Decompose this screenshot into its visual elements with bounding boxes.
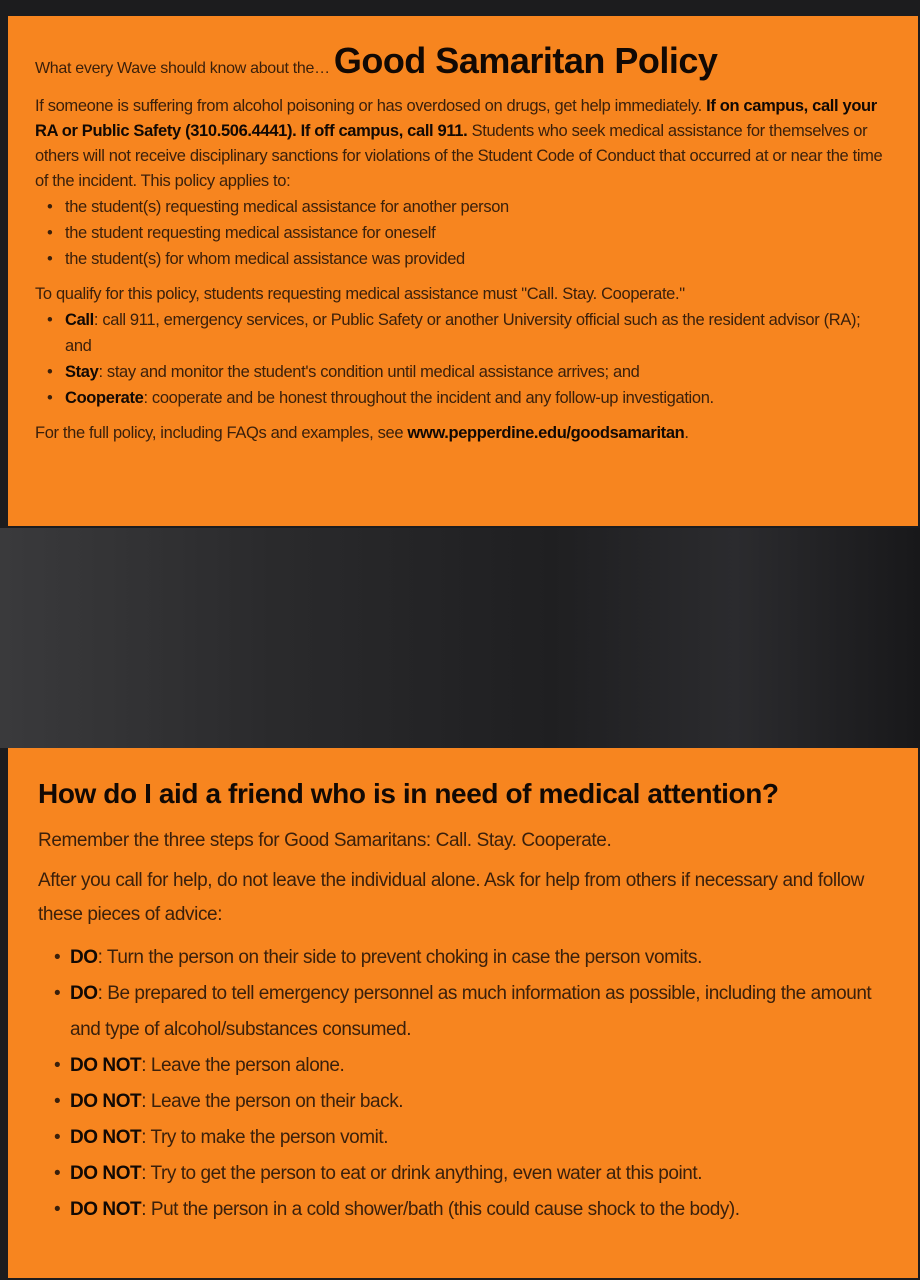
full-policy-text: For the full policy, including FAQs and examples, see bbox=[35, 424, 408, 442]
aid-title: How do I aid a friend who is in need of medical attention? bbox=[38, 778, 779, 809]
advice-text: : Be prepared to tell emergency personnel as much information as possible, including the amount and type of alcohol/substances consumed. bbox=[70, 983, 872, 1040]
list-item bbox=[54, 1048, 890, 1084]
advice-label: DO NOT bbox=[70, 1091, 142, 1112]
advice-list bbox=[38, 940, 890, 1228]
step-text: : stay and monitor the student's condition until medical assistance arrives; and bbox=[98, 363, 640, 381]
advice-label: DO bbox=[70, 983, 98, 1004]
list-item bbox=[54, 976, 890, 1048]
advice-label: DO NOT bbox=[70, 1055, 142, 1076]
advice-label: DO bbox=[70, 947, 98, 968]
qualify-text: To qualify for this policy, students requesting medical assistance must "Call. Stay. Cooperate." bbox=[35, 285, 685, 303]
aid-card bbox=[8, 748, 918, 1278]
step-text: : call 911, emergency services, or Public Safety or another University official such as the resident advisor (RA); and bbox=[65, 311, 861, 355]
after-text: After you call for help, do not leave the individual alone. Ask for help from others if necessary and follow these pieces of advice: bbox=[38, 870, 865, 925]
steps-list bbox=[35, 307, 890, 411]
advice-text: : Leave the person on their back. bbox=[141, 1091, 404, 1112]
list-item bbox=[47, 307, 890, 359]
step-label: Cooperate bbox=[65, 389, 144, 407]
list-item bbox=[54, 1156, 890, 1192]
policy-paragraph bbox=[35, 94, 890, 194]
step-text: : cooperate and be honest throughout the incident and any follow-up investigation. bbox=[143, 389, 714, 407]
list-item: • the student requesting medical assistance for oneself bbox=[47, 220, 890, 246]
list-item bbox=[54, 1084, 890, 1120]
policy-header bbox=[35, 40, 890, 82]
policy-title: Good Samaritan Policy bbox=[333, 40, 718, 81]
list-item: • the student(s) for whom medical assistance was provided bbox=[47, 246, 890, 272]
remember-text: Remember the three steps for Good Samaritans: Call. Stay. Cooperate. bbox=[38, 830, 612, 851]
advice-text: : Leave the person alone. bbox=[141, 1055, 345, 1076]
policy-paragraph-start: If someone is suffering from alcohol poisoning or has overdosed on drugs, get help immediately. bbox=[35, 97, 707, 115]
list-item: • the student(s) requesting medical assistance for another person bbox=[47, 194, 890, 220]
full-policy-end: . bbox=[684, 424, 689, 442]
policy-paragraph-end: Students who seek medical assistance for themselves or others will not receive disciplinary sanctions for violations of the Student Code of Conduct that occurred at or near the time of the incident. This policy applies to: bbox=[35, 122, 883, 190]
list-item bbox=[54, 940, 890, 976]
advice-text: : Put the person in a cold shower/bath (this could cause shock to the body). bbox=[141, 1199, 740, 1220]
list-item bbox=[54, 1120, 890, 1156]
advice-text: : Try to get the person to eat or drink anything, even water at this point. bbox=[141, 1163, 703, 1184]
advice-label: DO NOT bbox=[70, 1163, 142, 1184]
policy-url: www.pepperdine.edu/goodsamaritan bbox=[407, 424, 685, 442]
policy-card bbox=[8, 16, 918, 526]
full-policy-line bbox=[35, 421, 890, 446]
advice-label: DO NOT bbox=[70, 1199, 142, 1220]
step-label: Call bbox=[65, 311, 94, 329]
advice-text: : Turn the person on their side to prevent choking in case the person vomits. bbox=[97, 947, 702, 968]
advice-text: : Try to make the person vomit. bbox=[141, 1127, 389, 1148]
step-label: Stay bbox=[65, 363, 99, 381]
advice-label: DO NOT bbox=[70, 1127, 142, 1148]
policy-intro: What every Wave should know about the… bbox=[35, 60, 330, 77]
applies-to-list bbox=[35, 194, 890, 272]
contact-instructions: If on campus, call your RA or Public Safety (310.506.4441). If off campus, call 911. bbox=[35, 97, 877, 140]
list-item bbox=[47, 385, 890, 411]
background-gap bbox=[0, 528, 920, 748]
list-item bbox=[47, 359, 890, 385]
list-item bbox=[54, 1192, 890, 1228]
